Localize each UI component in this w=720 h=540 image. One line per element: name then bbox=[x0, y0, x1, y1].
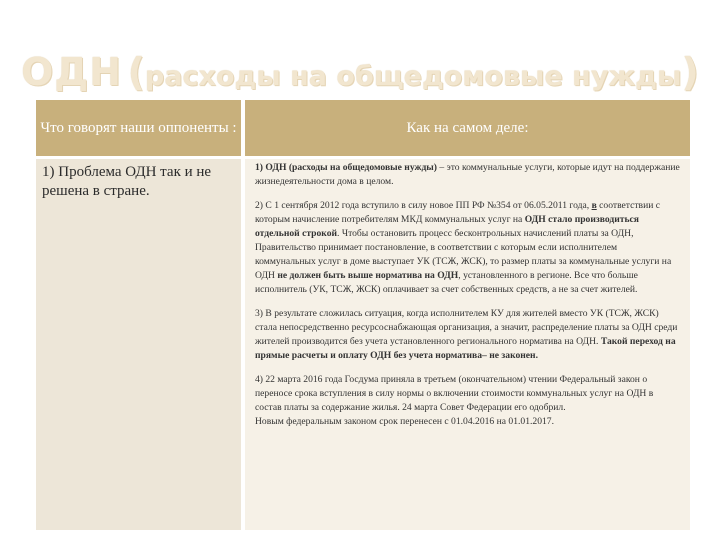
header-opponents bbox=[36, 100, 241, 156]
title-close-paren: ) bbox=[681, 50, 699, 94]
point-2-underlined: в bbox=[591, 200, 597, 211]
header-reality bbox=[245, 100, 690, 156]
reality-point-2 bbox=[255, 199, 680, 297]
point-2-bold-1: ОДН стало производиться отдельной строкой bbox=[255, 214, 639, 239]
point-1-text: – это коммунальные услуги, которые идут на поддержание жизнедеятельности дома в целом. bbox=[255, 162, 680, 187]
reality-cell bbox=[245, 159, 690, 530]
reality-point-4 bbox=[255, 373, 680, 429]
slide-title bbox=[0, 50, 720, 94]
title-main: ОДН bbox=[21, 50, 123, 94]
point-2-text-b: соответствии с которым начисление потребителям МКД коммунальных услуг на bbox=[255, 200, 661, 225]
point-3-text: 3) В результате сложилась ситуация, когда исполнителем КУ для жителей вместо УК (ТСЖ, ЖСК) стала непосредственно ресурсоснабжающая организация, а значит, распределение платы за ОДН среди жителей производится без учета установленного регионального норматива на ОДН. bbox=[255, 308, 678, 347]
header-opponents-label: Что говорят наши оппоненты : bbox=[40, 120, 237, 136]
point-2-bold-2: не должен быть выше норматива на ОДН bbox=[277, 270, 459, 281]
point-1-bold: 1) ОДН (расходы на общедомовые нужды) bbox=[255, 162, 437, 173]
title-open-paren: ( bbox=[127, 50, 145, 94]
point-2-text-c: . Чтобы остановить процесс бесконтрольных начислений платы за ОДН, Правительство принимает постановление, в соответствии с которым если исполнителем коммунальных услуг в доме выступает УК (ТСЖ, ЖСК), то размер платы за коммунальные услуги на ОДН bbox=[255, 228, 672, 281]
reality-point-3 bbox=[255, 307, 680, 363]
reality-point-1 bbox=[255, 161, 680, 189]
comparison-table bbox=[36, 100, 690, 530]
header-reality-label: Как на самом деле: bbox=[406, 119, 529, 136]
title-subtitle: расходы на общедомовые нужды bbox=[145, 61, 682, 92]
point-4-text: 4) 22 марта 2016 года Госдума приняла в третьем (окончательном) чтении Федеральный закон о переносе срока вступления в силу нормы о включении стоимости коммунальных услуг на ОДН в состав платы за содержание жилья. 24 марта Совет Федерации его одобрил. bbox=[255, 374, 654, 413]
point-2-text-d: , установленного в регионе. Все что больше исполнитель (УК, ТСЖ, ЖСК) оплачивает за счет собственных средств, а не за счет жителей. bbox=[255, 270, 638, 295]
point-3-bold: Такой переход на прямые расчеты и оплату ОДН без учета норматива– не законен. bbox=[255, 336, 676, 361]
point-4-text-b: Новым федеральным законом срок перенесен с 01.04.2016 на 01.01.2017. bbox=[255, 416, 554, 427]
opponents-claim-cell bbox=[36, 159, 241, 530]
point-2-text-a: 2) С 1 сентября 2012 года вступило в силу новое ПП РФ №354 от 06.05.2011 года, bbox=[255, 200, 592, 211]
opponents-claim-text: 1) Проблема ОДН так и не решена в стране. bbox=[42, 164, 212, 199]
